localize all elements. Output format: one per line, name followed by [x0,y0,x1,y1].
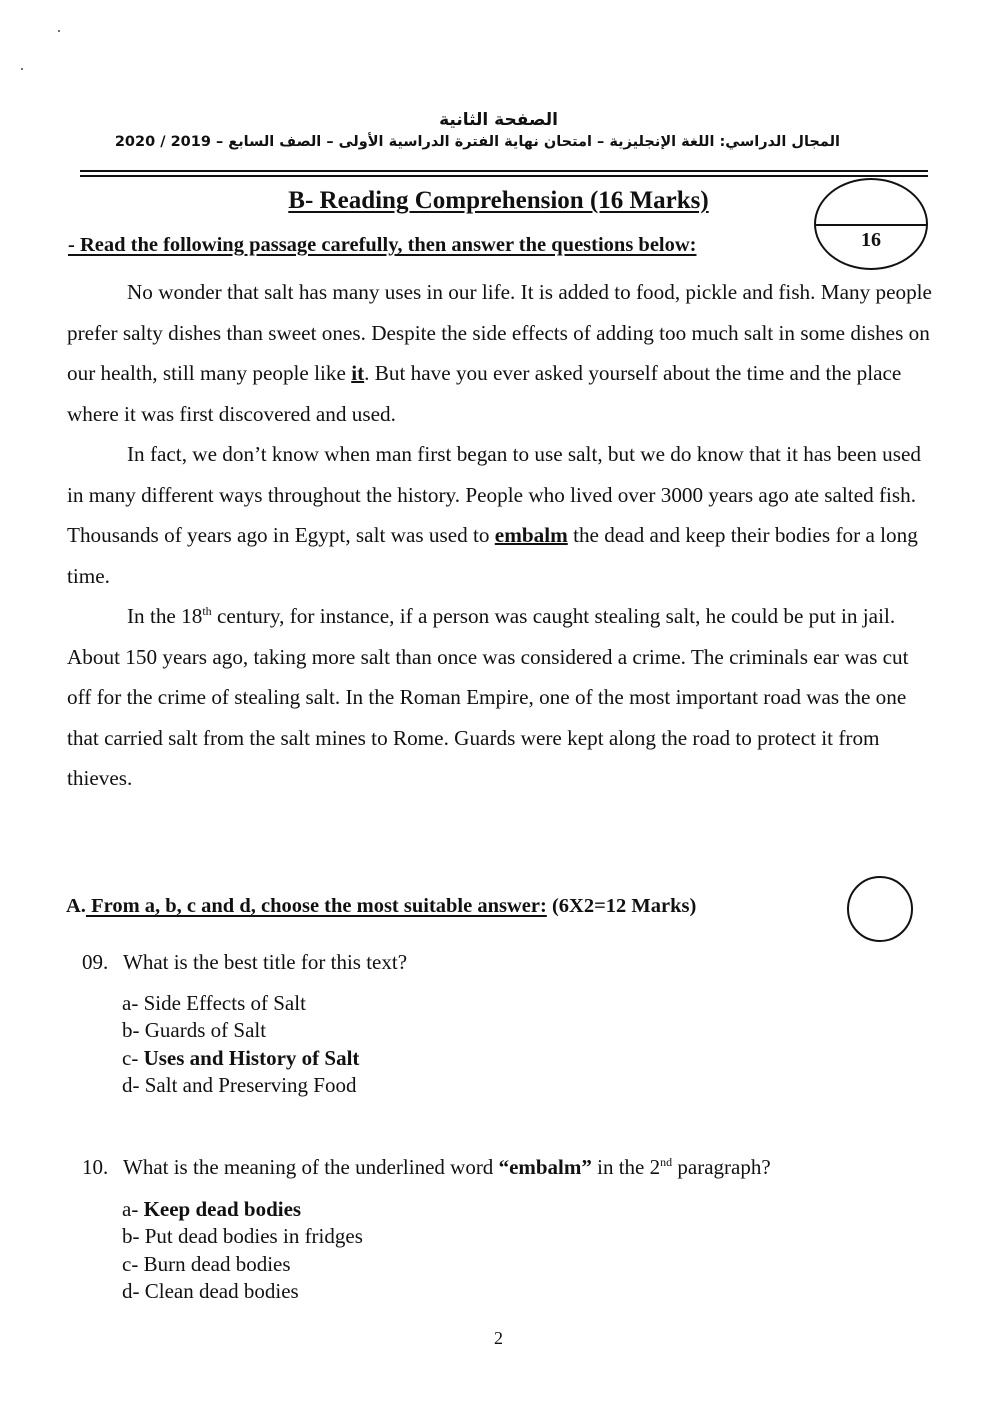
paragraph-text: In the 18 [127,604,203,628]
question-text: What is the best title for this text? [123,950,408,974]
underlined-word-embalm: embalm [494,523,568,547]
double-rule-divider [80,170,928,177]
paragraph-text: No wonder that salt has many uses in our life. It is added to food, pickle and fish. Many people prefer salty dishes than sweet ones. Despite the side effects of adding too much salt in some dishes on our health, still many people like [67,280,932,385]
paragraph-3 [67,596,937,799]
part-a-marks: (6X2=12 Marks) [546,895,697,917]
underlined-word-it: it [351,361,365,385]
option-letter: b- [122,1224,145,1249]
section-title-text: B- Reading Comprehension (16 Marks) [288,187,709,214]
total-marks: 16 [861,229,881,251]
question-number: 10. [82,1155,109,1179]
option-letter: d- [122,1278,145,1303]
scan-speck [21,68,23,70]
arabic-subject-line: المجال الدراسي: اللغة الإنجليزية – امتحان نهاية الفترة الدراسية الأولى – الصف السابع – 2019 / 2020 [114,134,840,150]
part-a-heading [66,895,696,918]
option-letter: d- [122,1072,145,1097]
option-letter: b- [122,1018,145,1043]
question-number: 09. [82,950,109,974]
part-a-prefix: A. [66,895,86,917]
arabic-page-label: الصفحة الثانية [439,110,558,130]
option-letter: c- [122,1045,144,1070]
paragraph-text: the dead and keep their bodies for a long time. [67,523,918,588]
option-b[interactable] [122,1017,359,1044]
question-10-options [122,1196,363,1305]
paragraph-1 [67,272,937,434]
question-keyword: “embalm” [498,1155,592,1179]
paragraph-text: . But have you ever asked yourself about the time and the place where it was first discovered and used. [67,361,902,426]
paragraph-2 [67,434,937,596]
option-text: Side Effects of Salt [143,991,306,1015]
option-text: Salt and Preserving Food [144,1072,357,1097]
option-c-correct[interactable] [122,1045,359,1072]
option-text: Clean dead bodies [144,1278,299,1303]
ordinal-suffix: nd [660,1155,673,1169]
option-text: Put dead bodies in fridges [144,1224,363,1249]
question-09-options [122,990,359,1099]
question-text: What is the meaning of the underlined word [123,1155,499,1179]
question-text: in the 2 [591,1155,661,1179]
option-text: Burn dead bodies [143,1251,291,1276]
question-text: paragraph? [672,1155,771,1179]
score-circle [847,876,913,942]
option-c[interactable] [122,1251,363,1278]
page-number: 2 [494,1328,503,1348]
option-a-correct[interactable] [122,1196,363,1223]
option-letter: a- [122,991,144,1015]
option-letter: c- [122,1251,144,1276]
paragraph-text: In fact, we don’t know when man first began to use salt, but we do know that it has been used in many different ways throughout the history. People who lived over 3000 years ago ate salted fish. Thousands of years ago in Egypt, salt was used to [67,442,921,547]
option-d[interactable] [122,1278,363,1305]
option-letter: a- [122,1197,144,1221]
option-text: Uses and History of Salt [143,1045,360,1070]
option-d[interactable] [122,1072,359,1099]
ordinal-suffix: th [202,603,212,618]
question-10 [82,1155,771,1180]
reading-passage [67,272,937,799]
score-oval [814,178,928,270]
reading-instruction: - Read the following passage carefully, then answer the questions below: [68,234,697,256]
part-a-instruction: From a, b, c and d, choose the most suitable answer: [85,895,547,917]
option-text: Keep dead bodies [143,1197,302,1221]
option-a[interactable] [122,990,359,1017]
option-b[interactable] [122,1223,363,1250]
option-text: Guards of Salt [144,1018,267,1043]
paragraph-text: century, for instance, if a person was caught stealing salt, he could be put in jail. About 150 years ago, taking more salt than once was considered a crime. The criminals ear was cut off for the crime of stealing salt. In the Roman Empire, one of the most important road was the one that carried salt from the salt mines to Rome. Guards were kept along the road to protect it from thieves. [67,604,909,790]
question-09 [82,950,407,975]
scan-speck [58,30,60,32]
